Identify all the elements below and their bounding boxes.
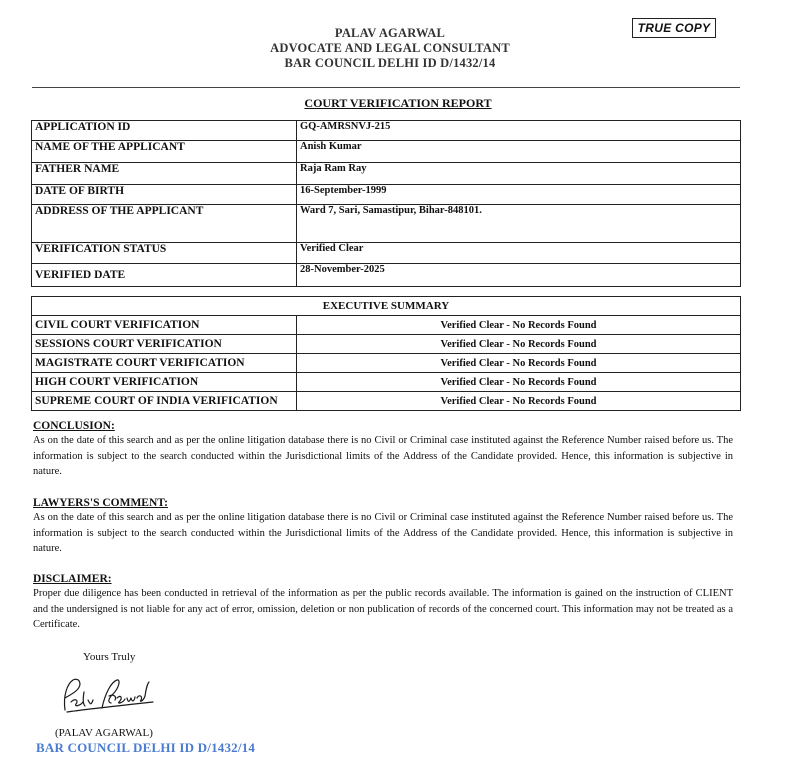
summary-value: Verified Clear - No Records Found (297, 335, 741, 354)
detail-value: 28-November-2025 (297, 264, 741, 287)
summary-value: Verified Clear - No Records Found (297, 392, 741, 411)
letterhead (180, 26, 600, 71)
signature (57, 672, 157, 722)
detail-label: FATHER NAME (32, 163, 297, 185)
table-row (32, 316, 741, 335)
conclusion-heading: CONCLUSION: (33, 420, 115, 432)
letterhead-name: PALAV AGARWAL (334, 26, 446, 40)
table-row (32, 185, 741, 205)
conclusion-text: As on the date of this search and as per the online litigation database there is no Civil or Criminal case instituted against the Reference Number raised before us. The information is subject to the search conducted within the Jurisdictional limits of the Address of the Candidate provided. Hence, this information is subjective in nature. (33, 435, 733, 477)
table-row (32, 297, 741, 316)
executive-summary-table (31, 296, 741, 411)
table-row (32, 335, 741, 354)
applicant-details-table (31, 120, 741, 287)
lawyers-comment-section (33, 497, 733, 557)
detail-value: Raja Ram Ray (297, 163, 741, 185)
letterhead-profession: ADVOCATE AND LEGAL CONSULTANT (270, 41, 510, 55)
closing-salutation: Yours Truly (83, 651, 136, 663)
letterhead-bar-id: BAR COUNCIL DELHI ID D/1432/14 (284, 56, 496, 70)
table-row (32, 141, 741, 163)
table-row (32, 121, 741, 141)
summary-label: HIGH COURT VERIFICATION (32, 373, 297, 392)
detail-label: ADDRESS OF THE APPLICANT (32, 205, 297, 243)
table-row (32, 264, 741, 287)
disclaimer-section (33, 573, 733, 633)
lawyers-comment-heading: LAWYERS'S COMMENT: (33, 497, 168, 509)
summary-label: SUPREME COURT OF INDIA VERIFICATION (32, 392, 297, 411)
lawyers-comment-text: As on the date of this search and as per the online litigation database there is no Civil or Criminal case instituted against the Reference Number raised before us. The information is subject to the search conducted within the Jurisdictional limits of the Address of the Candidate provided. Hence, this information is subjective in nature. (33, 512, 733, 554)
table-row (32, 205, 741, 243)
detail-value: 16-September-1999 (297, 185, 741, 205)
detail-value: Anish Kumar (297, 141, 741, 163)
detail-label: VERIFICATION STATUS (32, 243, 297, 264)
table-row (32, 392, 741, 411)
detail-value: Verified Clear (297, 243, 741, 264)
disclaimer-text: Proper due diligence has been conducted in retrieval of the information as per the public records available. The information is gained on the instruction of CLIENT and the undersigned is not liable for any act of error, omission, deletion or non publication of records of the concerned court. This information may not be treated as a Certificate. (33, 588, 733, 630)
true-copy-stamp: TRUE COPY (632, 18, 716, 38)
signatory-name: (PALAV AGARWAL) (55, 727, 153, 739)
summary-value: Verified Clear - No Records Found (297, 316, 741, 335)
table-row (32, 373, 741, 392)
summary-label: SESSIONS COURT VERIFICATION (32, 335, 297, 354)
detail-label: DATE OF BIRTH (32, 185, 297, 205)
disclaimer-heading: DISCLAIMER: (33, 573, 112, 585)
table-row (32, 243, 741, 264)
summary-label: MAGISTRATE COURT VERIFICATION (32, 354, 297, 373)
detail-label: VERIFIED DATE (32, 264, 297, 287)
table-row (32, 354, 741, 373)
summary-heading: EXECUTIVE SUMMARY (32, 297, 741, 316)
detail-value: GQ-AMRSNVJ-215 (297, 121, 741, 141)
detail-value: Ward 7, Sari, Samastipur, Bihar-848101. (297, 205, 741, 243)
header-divider (32, 87, 740, 88)
detail-label: APPLICATION ID (32, 121, 297, 141)
summary-label: CIVIL COURT VERIFICATION (32, 316, 297, 335)
conclusion-section (33, 420, 733, 480)
summary-value: Verified Clear - No Records Found (297, 354, 741, 373)
signatory-bar-id: BAR COUNCIL DELHI ID D/1432/14 (36, 740, 256, 755)
report-title: COURT VERIFICATION REPORT (304, 96, 492, 110)
detail-label: NAME OF THE APPLICANT (32, 141, 297, 163)
summary-value: Verified Clear - No Records Found (297, 373, 741, 392)
table-row (32, 163, 741, 185)
